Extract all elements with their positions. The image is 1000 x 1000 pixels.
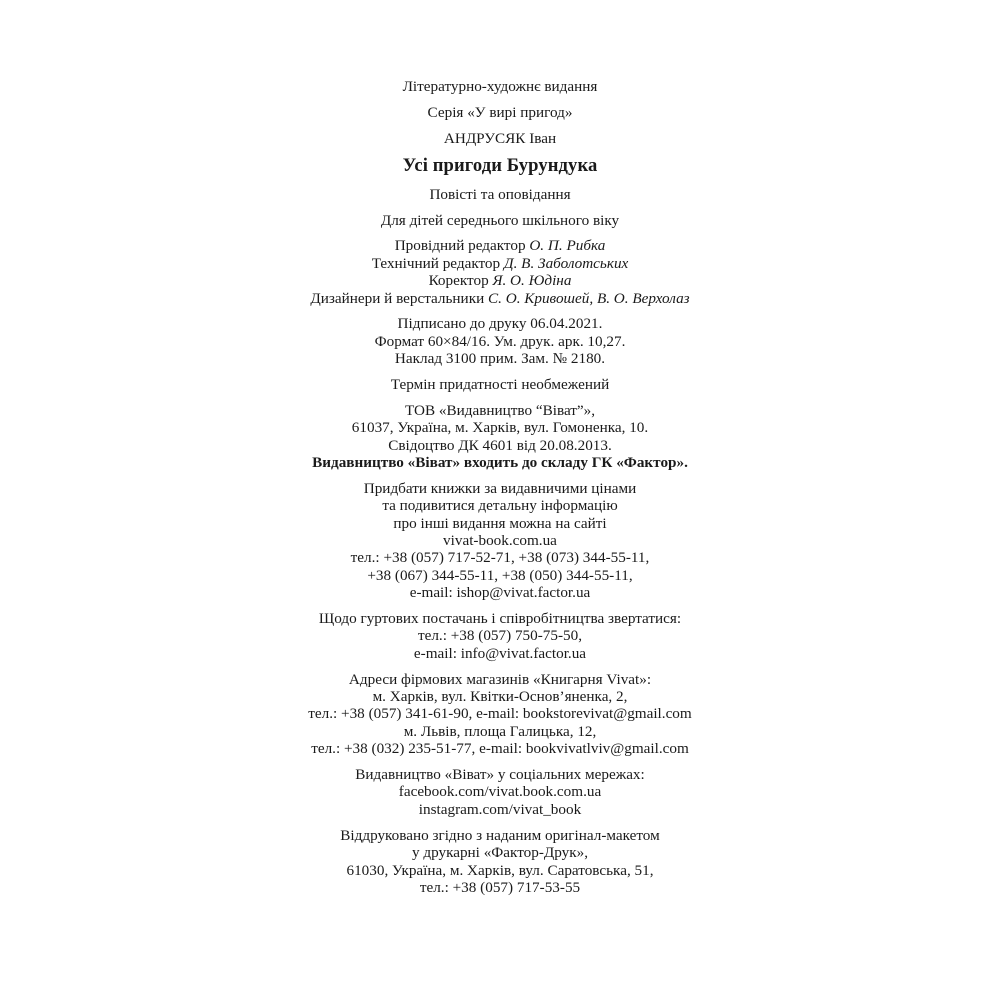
credit-line [250,272,750,289]
stores-block [250,671,750,758]
credit-role: Провідний редактор [394,237,526,255]
credit-name: Д. В. Заболотських [503,254,629,272]
social-link: facebook.com/vivat.book.com.ua [398,783,602,801]
buy-info-line: про інші видання можна на сайті [393,514,607,532]
genre-line: Повісті та оповідання [429,185,571,203]
edition-type: Літературно-художнє видання [402,78,598,95]
store-address-line: м. Львів, площа Галицька, 12, [403,722,597,740]
series-line: Серія «У вирі пригод» [427,103,573,121]
email-line: e-mail: info@vivat.factor.ua [413,644,587,662]
colophon [250,78,750,905]
email-line: e-mail: ishop@vivat.factor.ua [409,584,591,602]
buy-info-line: та подивитися детальну інформацію [382,497,618,515]
wholesale-block [250,610,750,662]
social-block [250,766,750,818]
credits-block [250,237,750,307]
print-info-block [250,315,750,367]
phone-line: тел.: +38 (057) 750-75-50, [417,627,583,645]
print-info-line: Наклад 3100 прим. Зам. № 2180. [394,350,606,368]
stores-line: Адреси фірмових магазинів «Книгарня Vivat»: [348,670,652,688]
printed-line: 61030, Україна, м. Харків, вул. Саратовська, 51, [346,861,654,879]
publisher-line: Свідоцтво ДК 4601 від 20.08.2013. [388,436,612,454]
store-contact-line: тел.: +38 (032) 235-51-77, e-mail: bookvivatlviv@gmail.com [311,740,689,758]
publisher-line: 61037, Україна, м. Харків, вул. Гомоненка, 10. [351,419,649,437]
print-info-line: Формат 60×84/16. Ум. друк. арк. 10,27. [374,332,626,350]
credit-name: О. П. Рибка [529,237,606,255]
buy-info-block [250,480,750,602]
credit-line [250,255,750,272]
credit-line [250,237,750,254]
store-address-line: м. Харків, вул. Квітки-Основ’яненка, 2, [372,688,628,706]
buy-info-line: Придбати книжки за видавничими цінами [363,479,637,497]
store-contact-line: тел.: +38 (057) 341-61-90, e-mail: bookstorevivat@gmail.com [308,705,692,723]
website-link: vivat-book.com.ua [443,532,557,550]
credit-name: Я. О. Юдіна [492,272,572,290]
credit-name: С. О. Кривошей, В. О. Верхолаз [488,289,690,307]
publisher-line: ТОВ «Видавництво “Віват”», [404,401,596,419]
author-line: АНДРУСЯК Іван [443,129,557,147]
print-info-line: Підписано до друку 06.04.2021. [397,315,603,333]
credit-role: Коректор [428,272,489,290]
wholesale-line: Щодо гуртових постачань і співробітництва звертатися: [318,610,682,628]
printed-block [250,827,750,897]
book-title: Усі пригоди Бурундука [402,155,598,177]
audience-line: Для дітей середнього шкільного віку [380,211,620,229]
phone-line: тел.: +38 (057) 717-53-55 [419,878,581,896]
social-line: Видавництво «Віват» у соціальних мережах: [355,766,645,784]
credit-role: Дизайнери й верстальники [310,289,485,307]
publisher-block [250,402,750,472]
phone-line: тел.: +38 (057) 717-52-71, +38 (073) 344-55-11, [350,549,650,567]
social-link: instagram.com/vivat_book [418,800,582,818]
printed-line: у друкарні «Фактор-Друк», [411,844,589,862]
publisher-group-line: Видавництво «Віват» входить до складу ГК «Фактор». [312,454,688,472]
phone-line: +38 (067) 344-55-11, +38 (050) 344-55-11, [367,566,633,584]
shelf-life-line: Термін придатності необмежений [390,376,610,393]
printed-line: Віддруковано згідно з наданим оригінал-макетом [340,826,660,844]
credit-line [250,290,750,307]
credit-role: Технічний редактор [371,254,501,272]
